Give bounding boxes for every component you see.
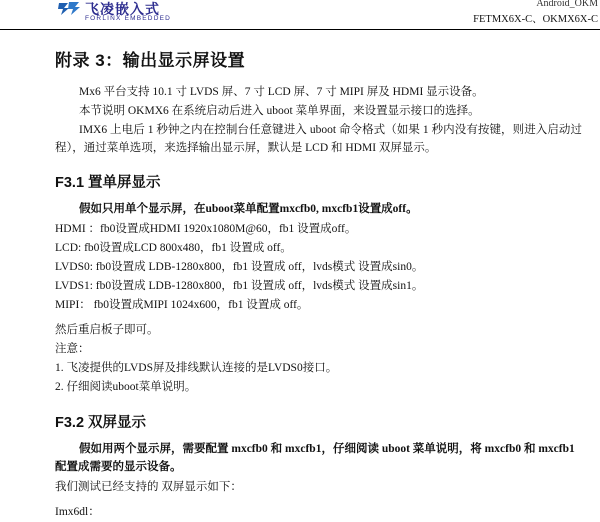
logo-text-cn: 飞凌嵌入式 [85, 1, 160, 17]
display-config-lcd: LCD: fb0设置成LCD 800x480，fb1 设置成 off。 [55, 242, 292, 254]
page-title: 附录 3：输出显示屏设置 [55, 51, 246, 70]
section-heading-f32: F3.2 双屏显示 [55, 415, 147, 431]
section2-line3: Imx6dl： [55, 506, 100, 518]
page-header [0, 0, 600, 30]
section2-lead: 假如用两个显示屏，需要配置 mxcfb0 和 mxcfb1，仔细阅读 uboot 菜单说明，将 mxcfb0 和 mxcfb1 配置成需要的显示设备。 [55, 443, 575, 473]
section-heading-f31: F3.1 置单屏显示 [55, 175, 161, 191]
document-body [0, 30, 600, 522]
section1-lead: 假如只用单个显示屏，在uboot菜单配置mxcfb0, mxcfb1设置成off。 [79, 203, 418, 215]
logo-text-en: FORLINX EMBEDDED [85, 15, 172, 22]
header-right-block [473, 0, 598, 26]
notice-label: 注意： [55, 343, 90, 355]
display-config-hdmi: HDMI ：fb0设置成HDMI 1920x1080M@60，fb1 设置成off。 [55, 223, 357, 235]
notice-item-2: 2. 仔细阅读uboot菜单说明。 [55, 381, 197, 393]
display-config-lvds1: LVDS1: fb0设置成 LDB-1280x800，fb1 设置成 off，lvds模式 设置成sin1。 [55, 280, 424, 292]
display-config-lvds0: LVDS0: fb0设置成 LDB-1280x800，fb1 设置成 off，lvds模式 设置成sin0。 [55, 261, 424, 273]
notice-item-1: 1. 飞凌提供的LVDS屏及排线默认连接的是LVDS0接口。 [55, 362, 338, 374]
intro-paragraph-2: 本节说明 OKMX6 在系统启动后进入 uboot 菜单界面，来设置显示接口的选择。 [79, 105, 480, 117]
section2-line2: 我们测试已经支持的 双屏显示如下： [55, 481, 242, 493]
intro-paragraph-3: IMX6 上电后 1 秒钟之内在控制台任意键进入 uboot 命令格式（如果 1 秒内没有按键，则进入启动过程），通过菜单选项，来选择输出显示屏，默认是 LCD 和 HDMI 双屏显示。 [55, 124, 582, 154]
header-product-line: Android_OKM [536, 0, 598, 9]
reboot-note: 然后重启板子即可。 [55, 324, 159, 336]
display-config-mipi: MIPI： fb0设置成MIPI 1024x600，fb1 设置成 off。 [55, 299, 309, 311]
forlinx-logo-icon [57, 0, 81, 18]
intro-paragraph-1: Mx6 平台支持 10.1 寸 LVDS 屏、7 寸 LCD 屏、7 寸 MIPI 屏及 HDMI 显示设备。 [79, 86, 484, 98]
header-model-line: FETMX6X-C、OKMX6X-C [473, 14, 598, 25]
